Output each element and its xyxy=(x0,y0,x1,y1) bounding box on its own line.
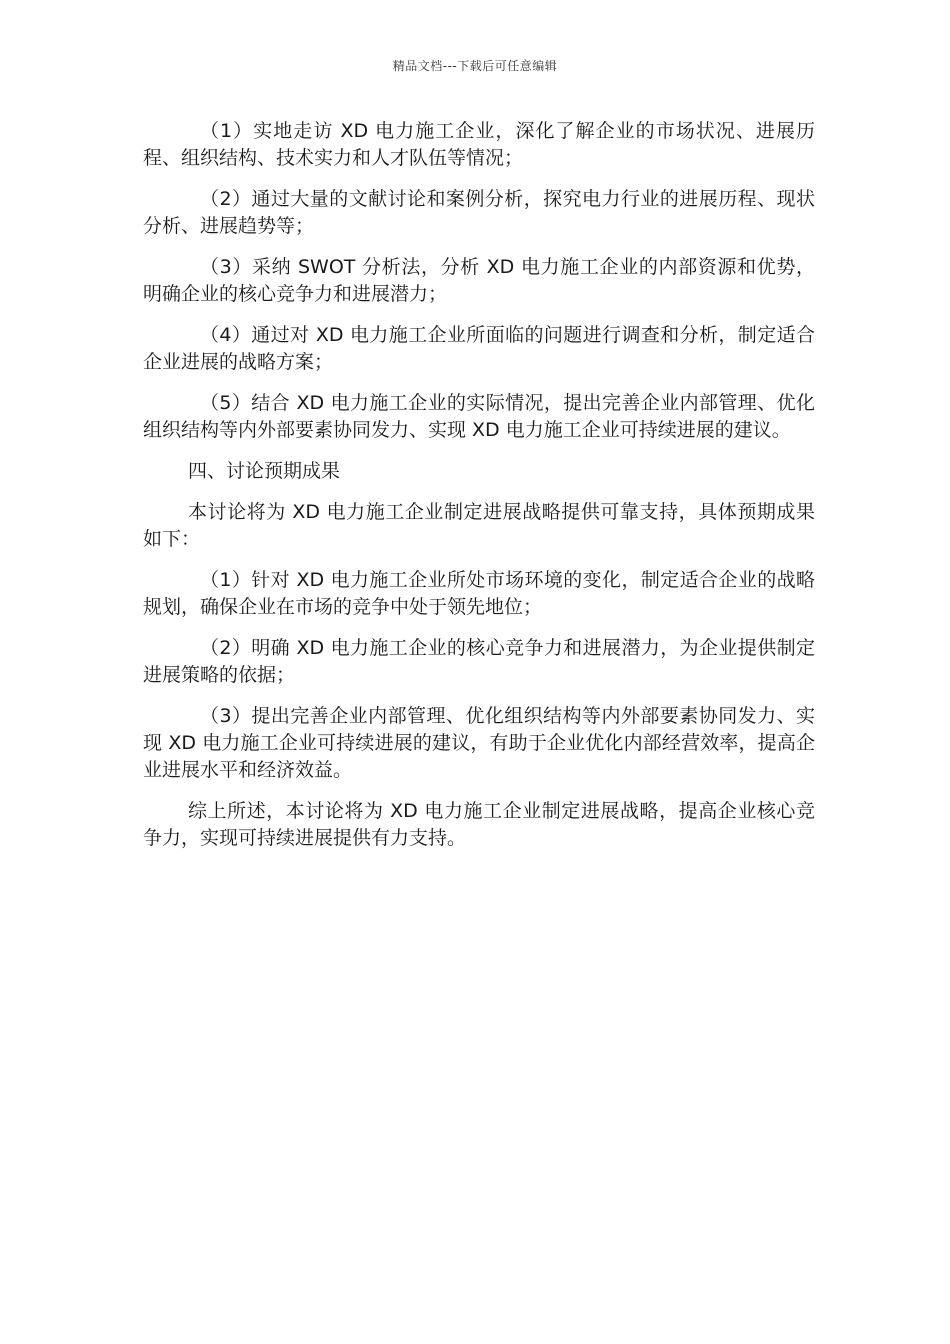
method-item-4: （4）通过对 XD 电力施工企业所面临的问题进行调查和分析，制定适合企业进展的战略方案； xyxy=(143,324,815,373)
method-item-2: （2）通过大量的文献讨论和案例分析，探究电力行业的进展历程、现状分析、进展趋势等； xyxy=(143,188,815,237)
page-header: 精品文档---下载后可任意编辑 xyxy=(392,59,558,73)
document-body xyxy=(143,118,815,866)
results-intro: 本讨论将为 XD 电力施工企业制定进展战略提供可靠支持，具体预期成果如下： xyxy=(143,501,815,550)
result-item-1: （1）针对 XD 电力施工企业所处市场环境的变化，制定适合企业的战略规划，确保企业在市场的竞争中处于领先地位； xyxy=(143,569,815,618)
method-item-5: （5）结合 XD 电力施工企业的实际情况，提出完善企业内部管理、优化组织结构等内外部要素协同发力、实现 XD 电力施工企业可持续进展的建议。 xyxy=(143,392,815,441)
result-item-2: （2）明确 XD 电力施工企业的核心竞争力和进展潜力，为企业提供制定进展策略的依据； xyxy=(143,637,815,686)
section-heading-expected-results: 四、讨论预期成果 xyxy=(188,460,341,482)
method-item-1: （1）实地走访 XD 电力施工企业，深化了解企业的市场状况、进展历程、组织结构、技术实力和人才队伍等情况； xyxy=(143,120,815,169)
conclusion-paragraph: 综上所述，本讨论将为 XD 电力施工企业制定进展战略，提高企业核心竞争力，实现可持续进展提供有力支持。 xyxy=(143,800,815,849)
result-item-3: （3）提出完善企业内部管理、优化组织结构等内外部要素协同发力、实现 XD 电力施工企业可持续进展的建议，有助于企业优化内部经营效率，提高企业进展水平和经济效益。 xyxy=(143,705,815,781)
method-item-3: （3）采纳 SWOT 分析法，分析 XD 电力施工企业的内部资源和优势，明确企业的核心竞争力和进展潜力； xyxy=(143,256,815,305)
